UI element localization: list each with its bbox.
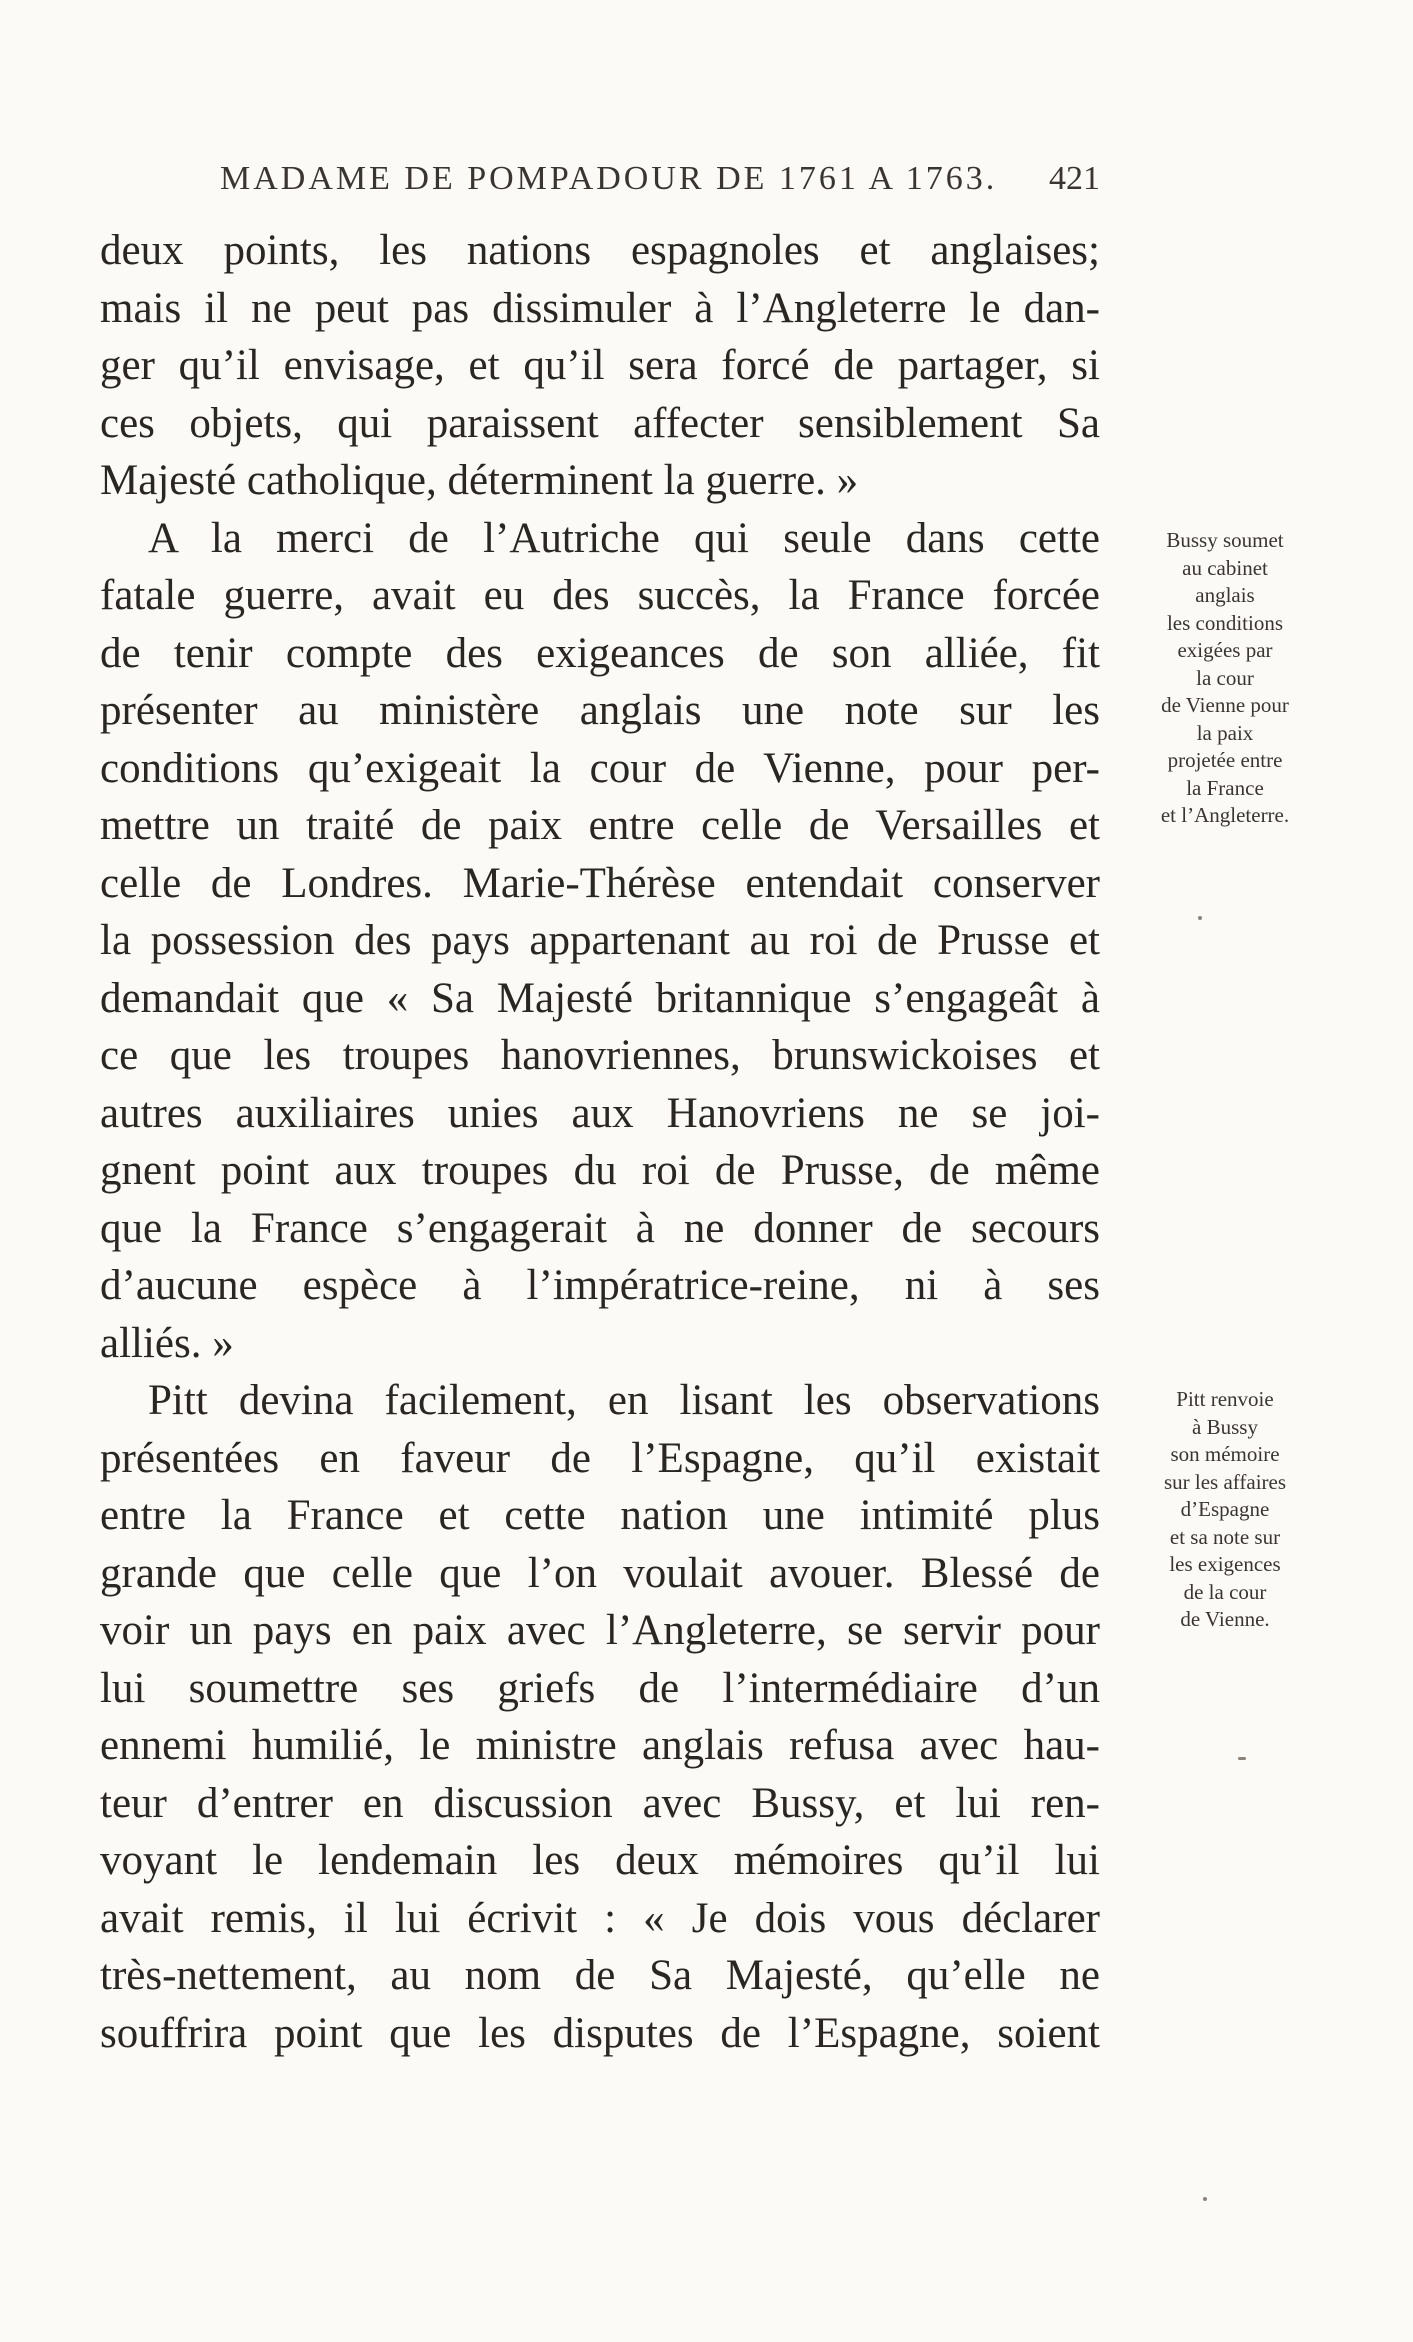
margin-note-line: de la cour (1183, 1579, 1267, 1604)
margin-note-line: de Vienne pour (1161, 693, 1289, 717)
main-text (100, 222, 1100, 2062)
text-line: d’aucune espèce à l’impératrice-reine, ni à ses (100, 1262, 1100, 1309)
text-line: ce que les troupes hanovriennes, brunswickoises et (100, 1032, 1100, 1079)
text-line: que la France s’engagerait à ne donner de secours (100, 1204, 1100, 1252)
margin-note-line: et l’Angleterre. (1160, 803, 1290, 827)
paragraph-start-line: Pitt devina facilement, en lisant les observations (148, 1377, 1100, 1424)
margin-note-bussy (1125, 527, 1325, 830)
margin-note-line: exigées par (1177, 638, 1273, 662)
text-line: grande que celle que l’on voulait avouer. Blessé de (100, 1549, 1100, 1597)
margin-note-line: la France (1186, 775, 1264, 800)
margin-note-line: à Bussy (1192, 1414, 1258, 1439)
margin-note-line: et sa note sur (1169, 1524, 1281, 1549)
paragraph-start-line: A la merci de l’Autriche qui seule dans cette (148, 514, 1100, 562)
margin-note-line: projetée entre (1167, 748, 1283, 772)
margin-note-line: la cour (1196, 665, 1254, 690)
page-number: 421 (1049, 160, 1100, 197)
margin-note-line: sur les affaires (1163, 1469, 1287, 1494)
margin-note-pitt (1125, 1386, 1325, 1634)
margin-note-line: la paix (1196, 720, 1254, 745)
text-line: alliés. » (100, 1319, 234, 1367)
margin-note-line: anglais (1195, 583, 1255, 607)
text-line: demandait que « Sa Majesté britannique s’engageât à (100, 974, 1100, 1022)
margin-note-line: son mémoire (1170, 1442, 1280, 1466)
text-line: mettre un traité de paix entre celle de Versailles et (100, 802, 1100, 849)
margin-note-line: au cabinet (1182, 555, 1268, 580)
margin-note-line: les exigences (1169, 1552, 1281, 1576)
text-line: fatale guerre, avait eu des succès, la France forcée (100, 572, 1100, 619)
text-line: deux points, les nations espagnoles et anglaises; (100, 227, 1100, 274)
paper-speck (1203, 2197, 1207, 2201)
text-line: gnent point aux troupes du roi de Prusse, de même (100, 1147, 1100, 1194)
margin-note-line: de Vienne. (1180, 1607, 1270, 1631)
text-line: entre la France et cette nation une intimité plus (100, 1492, 1100, 1539)
text-line: présenter au ministère anglais une note sur les (100, 687, 1100, 734)
running-header (100, 160, 1100, 210)
text-line: la possession des pays appartenant au roi de Prusse et (100, 917, 1100, 964)
margin-note-line: Bussy soumet (1166, 528, 1284, 552)
text-line: de tenir compte des exigeances de son alliée, fit (100, 629, 1100, 677)
text-line: voir un pays en paix avec l’Angleterre, se servir pour (100, 1607, 1100, 1654)
paper-speck (1238, 1757, 1246, 1760)
text-line: ennemi humilié, le ministre anglais refusa avec hau- (100, 1722, 1100, 1769)
margin-note-line: les conditions (1166, 610, 1284, 635)
text-line: souffrira point que les disputes de l’Espagne, soient (100, 2009, 1100, 2057)
text-line: ger qu’il envisage, et qu’il sera forcé de partager, si (100, 342, 1100, 389)
paper-speck (1198, 916, 1202, 920)
text-line: Majesté catholique, déterminent la guerre. » (100, 457, 859, 504)
text-line: avait remis, il lui écrivit : « Je dois vous déclarer (100, 1894, 1100, 1942)
text-line: autres auxiliaires unies aux Hanovriens ne se joi- (100, 1089, 1100, 1137)
text-line: conditions qu’exigeait la cour de Vienne, pour per- (100, 744, 1100, 792)
text-line: très-nettement, au nom de Sa Majesté, qu’elle ne (100, 1952, 1100, 1999)
text-line: mais il ne peut pas dissimuler à l’Angleterre le dan- (100, 284, 1100, 332)
text-line: celle de Londres. Marie-Thérèse entendait conserver (100, 859, 1100, 907)
text-line: ces objets, qui paraissent affecter sensiblement Sa (100, 399, 1100, 447)
text-line: présentées en faveur de l’Espagne, qu’il existait (100, 1434, 1100, 1482)
margin-note-line: d’Espagne (1180, 1497, 1270, 1521)
running-title: MADAME DE POMPADOUR DE 1761 A 1763. (220, 160, 998, 197)
text-line: teur d’entrer en discussion avec Bussy, et lui ren- (100, 1779, 1100, 1827)
text-line: voyant le lendemain les deux mémoires qu’il lui (100, 1837, 1100, 1884)
margin-note-line: Pitt renvoie (1176, 1387, 1274, 1411)
text-line: lui soumettre ses griefs de l’intermédiaire d’un (100, 1664, 1100, 1712)
